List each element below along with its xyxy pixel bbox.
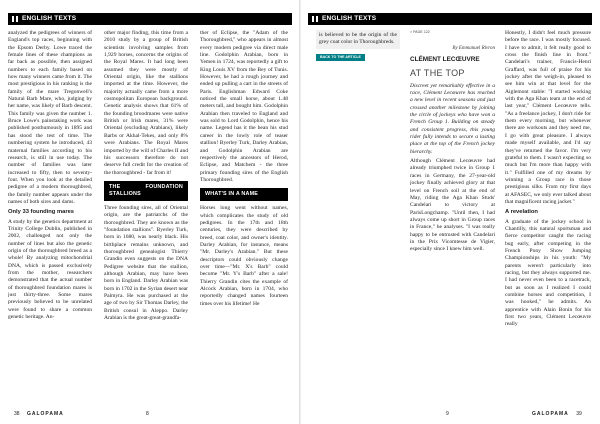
left-column-1 (8, 30, 92, 406)
footer-left (8, 411, 64, 418)
subheading: A revelation (505, 209, 538, 216)
magazine-brand: GALOPAMA (26, 411, 64, 417)
page-number: 39 (576, 411, 582, 417)
page-reference: > PAGE 122 (410, 30, 430, 34)
paragraph: A study by the genetics department at Trinity College Dublin, published in 2002, challenged not only the number of lines but also the genetic origin of the thoroughbred breed as a whole! By analyzing mitochondrial DNA, which is passed exclusively from the mother, researchers demonstrated that the actual number of thoroughbred foundation mares is just thirty-three. Some mares previously believed to be unrelated were found to share a common genetic heritage. An- (8, 218, 92, 321)
paragraph: ther of Eclipse, the "Adam of the Thoroughbred," who appears in almost every modern pedigree via direct male line. Godolphin Arabian, born in Yemen in 1724, was reportedly a gift to King Louis XV from the Bey of Tunis. However, he had a rough journey and ended up pulling a cart in the streets of Paris. Englishman Edward Coke noticed the small horse, about 1.48 meters tall, and bought him. Godolphin Arabian then traveled to England and was sold to Lord Godolphin, hence his name. Legend has it the bean his stud career in the lowly role of teaser stallion! Byerley Turk, Darley Arabian, and Godolphin Arabian are respectively the ancestors of Herod, Eclipse, and Matchem - the three primary founding sires of the English Thoroughbred. (200, 30, 288, 183)
paragraph: Horses long went without names, which complicates the study of old pedigrees. In the 17th and 18th centuries, they were described by breed, coat color, and owner's identity. Darley Arabian, for instance, means "Mr. Darley's Arabian." But these descriptors could obviously change over time—"Mr. X's Barb" could become "Mr. Y's Barb" after a sale! Thierry Grandin cites the example of Alcock Arabian, born in 1704, who reportedly changed names fourteen times over his lifetime! He (200, 205, 288, 307)
section-header-label: ENGLISH TEXTS (22, 15, 77, 22)
section-header-right (308, 13, 592, 25)
paragraph: Although Clément Lecœuvre had already triumphed twice in Group 1 races in Germany, the 27-year-old jockey finally achieved glory at that level on French soil at the end of May, riding the Aga Khan Studs' Candelari to victory at ParisLongchamp. "Until then, I had always come up short in Group races in France," he analyses. "I was really happy to be entrusted with Candelari in the Prix Vicomtesse de Vigier, especially since I knew him well. (410, 158, 495, 253)
paragraph: Three founding sires, all of Oriental origin, are the patriarchs of the thoroughbred. They are known as the "foundation stallions". Byerley Turk, born in 1680, was nearly black. His birthplace remains unknown, and thoroughbred genealogist Thierry Grandin even suggests on the DNA Pedigree website that the stallion, although Arabian, may have been born in England. Darley Arabian was born in 1702 in the Syrian desert near Palmyra. He was purchased at the age of two by Sir Thomas Darley, the British consul in Aleppo. Darley Arabian is the great-great-grandfa- (104, 204, 188, 322)
sidebar-heading: THE FOUNDATION STALLIONS (104, 181, 188, 201)
article-name: CLÉMENT LECŒUVRE (410, 56, 480, 64)
right-column-2 (410, 30, 495, 406)
right-column-3 (505, 30, 591, 406)
right-page (300, 0, 600, 424)
section-header-label: ENGLISH TEXTS (322, 15, 377, 22)
paragraph: A graduate of the jockey school in Chantilly, this natural sportsman and fierce competitor caught the racing bug early, after competing in the French Pony Show Jumping Championships in his youth: "My parents weren't particularly into racing, but they always supported me. I had never even been to a racetrack, but as soon as I realized I could combine horses and competition, I was hooked," he admits. An apprentice with Alain Bonin for his first two years, Clément Lecœuvre really (505, 218, 591, 328)
back-to-article-button[interactable]: BACK TO THE ARTICLE (316, 54, 365, 61)
left-column-3 (200, 30, 288, 406)
section-header-left (8, 13, 292, 25)
paragraph: is believed to be the origin of the grey coat color in Thoroughbreds. (316, 30, 400, 49)
paragraph: analyzed the pedigrees of winners of England's top races, beginning with the Epsom Derby. Lowe traced the female lines of these champions as far back as possible, then assigned numbers to each family based on how many winners came from it. The most prestigious in his ranking is the family of the mare Tregonwell's Natural Barb Mare, who, judging by her name, was likely of Barb descent. This family was given the number 1. Bruce Lowe's painstaking work was published posthumously in 1895 and has stood the test of time. The numbering system he introduced, 43 maternal families according to his research, is still in use today. The number of families was later increased to fifty, then to seventy-four. When you look at the detailed pedigree of a modern thoroughbred, the family number appears under the names of both sires and dams. (8, 30, 92, 205)
byline: By Emmanuel Rivron (452, 46, 495, 51)
footer-left-folio (146, 411, 149, 418)
paragraph: Honestly, I didn't feel much pressure before the race. I was mostly focused. I have to admit, it felt really good to cross the finish line in front." Candelari's trainer, Francis-Henri Graffard, was full of praise for his jockey after the weigh-in, pleased to see him win at that level for the Aiglemont stable: "I started working with the Aga Khan team at the end of last year," Clément Lecœuvre tells. "As a freelance jockey, I don't ride for them every morning, but whenever there are workouts and they need me, I go with great pleasure. I always made myself available, and I'd say they've returned the favor. I'm very grateful to them. I wasn't expecting so much but I'm more than happy with it." Fulfilled one of my dreams by winning a Group race in those prestigious silks. From my first days at AFASEC, we only ever talked about that magnificent racing jacket." (505, 30, 591, 205)
folio-number: 8 (146, 411, 149, 417)
lead-paragraph: Discreet yet remarkably effective in a race, Clément Lecœuvre has reached a new level in recent seasons and just crossed another milestone by joining the circle of jockeys who have won a French Group 1. Building on steady and consistent progress, this young rider fully intends to secure a lasting place at the top of the French jockey hierarchy. (410, 82, 495, 155)
right-column-1 (316, 30, 400, 406)
paragraph: other major finding, this time from a 2010 study by a group of British scientists involving samples from 1,929 horses, concerns the origins of the Royal Mares. It had long been assumed they were mostly of Oriental origin, like the stallions imported at the time. However, the majority actually came from a more cosmopolitan European background. Genetic analysis shows that 61% of the founding broodmares were native British or Irish mares, 31% were Oriental (excluding Arabians), likely Barbs or Akhal-Tekes, and only 8% were Arabians. The Royal Mares imported by the will of Charles II and his successors therefore do not deserve full credit for the creation of the thoroughbred - far from it! (104, 30, 188, 176)
magazine-brand: GALOPAMA (532, 411, 569, 417)
subheading: Only 33 founding mares (8, 209, 75, 216)
sidebar-heading: WHAT'S IN A NAME (200, 188, 288, 201)
page-number: 38 (14, 411, 20, 417)
article-title: AT THE TOP (410, 67, 465, 78)
left-column-2 (104, 30, 188, 406)
flag-icon (12, 16, 18, 22)
footer-right-folio (446, 411, 449, 418)
folio-number: 9 (446, 411, 449, 417)
flag-icon (312, 16, 318, 22)
footer-right (532, 411, 588, 418)
